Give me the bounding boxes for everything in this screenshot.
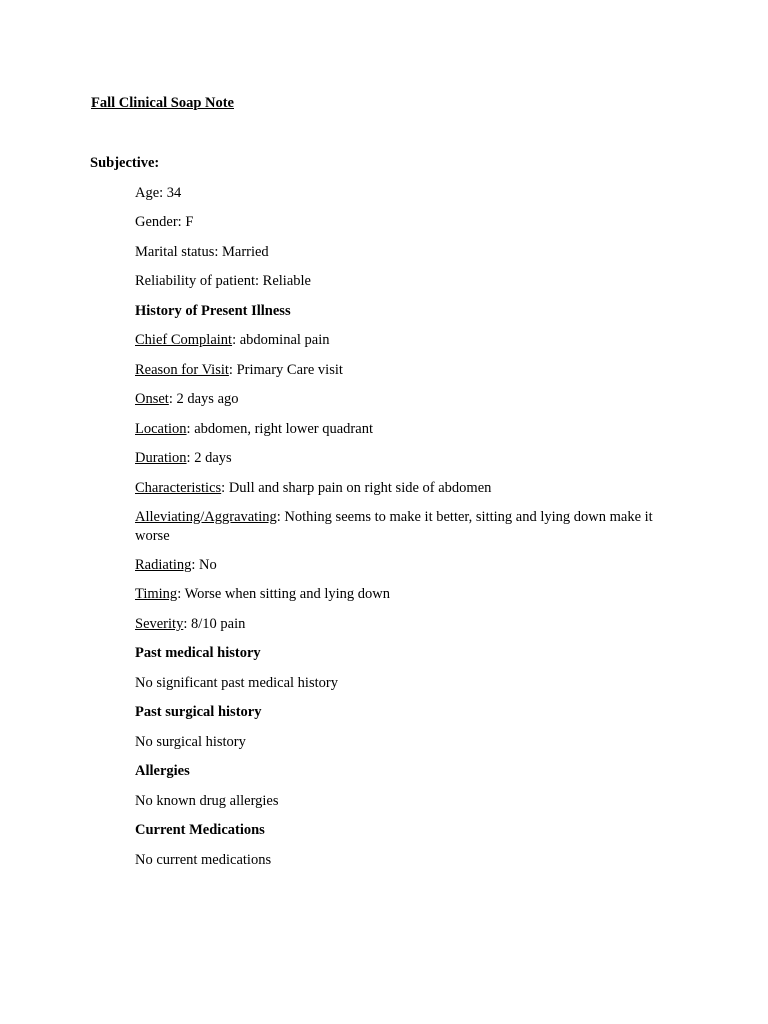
severity-value: : 8/10 pain <box>183 616 246 632</box>
severity-line <box>135 615 695 634</box>
chief-complaint-label: Chief Complaint <box>135 332 233 348</box>
characteristics-line <box>135 479 695 498</box>
alleviating-aggravating-line <box>135 508 680 546</box>
severity-label: Severity <box>135 616 184 632</box>
chief-complaint-value: : abdominal pain <box>232 332 330 348</box>
characteristics-value: : Dull and sharp pain on right side of abdomen <box>221 480 492 496</box>
onset-value: : 2 days ago <box>168 391 239 407</box>
characteristics-label: Characteristics <box>135 480 222 496</box>
allergies-heading: Allergies <box>135 763 190 779</box>
location-value: : abdomen, right lower quadrant <box>186 421 373 437</box>
timing-label: Timing <box>135 586 178 602</box>
reliability-line: Reliability of patient: Reliable <box>135 273 311 289</box>
past-surgical-history-text: No surgical history <box>135 734 246 750</box>
location-line <box>135 420 695 439</box>
duration-value: : 2 days <box>186 450 232 466</box>
past-medical-history-heading: Past medical history <box>135 645 261 661</box>
radiating-value: : No <box>191 557 217 573</box>
reason-for-visit-label: Reason for Visit <box>135 362 229 378</box>
document-title: Fall Clinical Soap Note <box>91 95 234 111</box>
alleviating-aggravating-label: Alleviating/Aggravating <box>135 509 277 525</box>
radiating-line <box>135 556 695 575</box>
alleviating-aggravating-value: : Nothing seems to make it better, sitting and lying down make it worse <box>135 509 653 544</box>
gender-line: Gender: F <box>135 214 194 230</box>
current-medications-text: No current medications <box>135 852 272 868</box>
marital-status-line: Marital status: Married <box>135 244 269 260</box>
age-line: Age: 34 <box>135 185 182 201</box>
duration-line <box>135 449 695 468</box>
onset-line <box>135 390 695 409</box>
timing-value: : Worse when sitting and lying down <box>177 586 391 602</box>
past-surgical-history-heading: Past surgical history <box>135 704 262 720</box>
reason-for-visit-line <box>135 361 695 380</box>
radiating-label: Radiating <box>135 557 192 573</box>
duration-label: Duration <box>135 450 187 466</box>
reason-for-visit-value: : Primary Care visit <box>228 362 343 378</box>
location-label: Location <box>135 421 187 437</box>
current-medications-heading: Current Medications <box>135 822 265 838</box>
past-medical-history-text: No significant past medical history <box>135 675 338 691</box>
section-heading-subjective: Subjective: <box>90 155 160 171</box>
chief-complaint-line <box>135 331 695 350</box>
hpi-heading: History of Present Illness <box>135 303 291 319</box>
timing-line <box>135 585 695 604</box>
allergies-text: No known drug allergies <box>135 793 279 809</box>
onset-label: Onset <box>135 391 169 407</box>
